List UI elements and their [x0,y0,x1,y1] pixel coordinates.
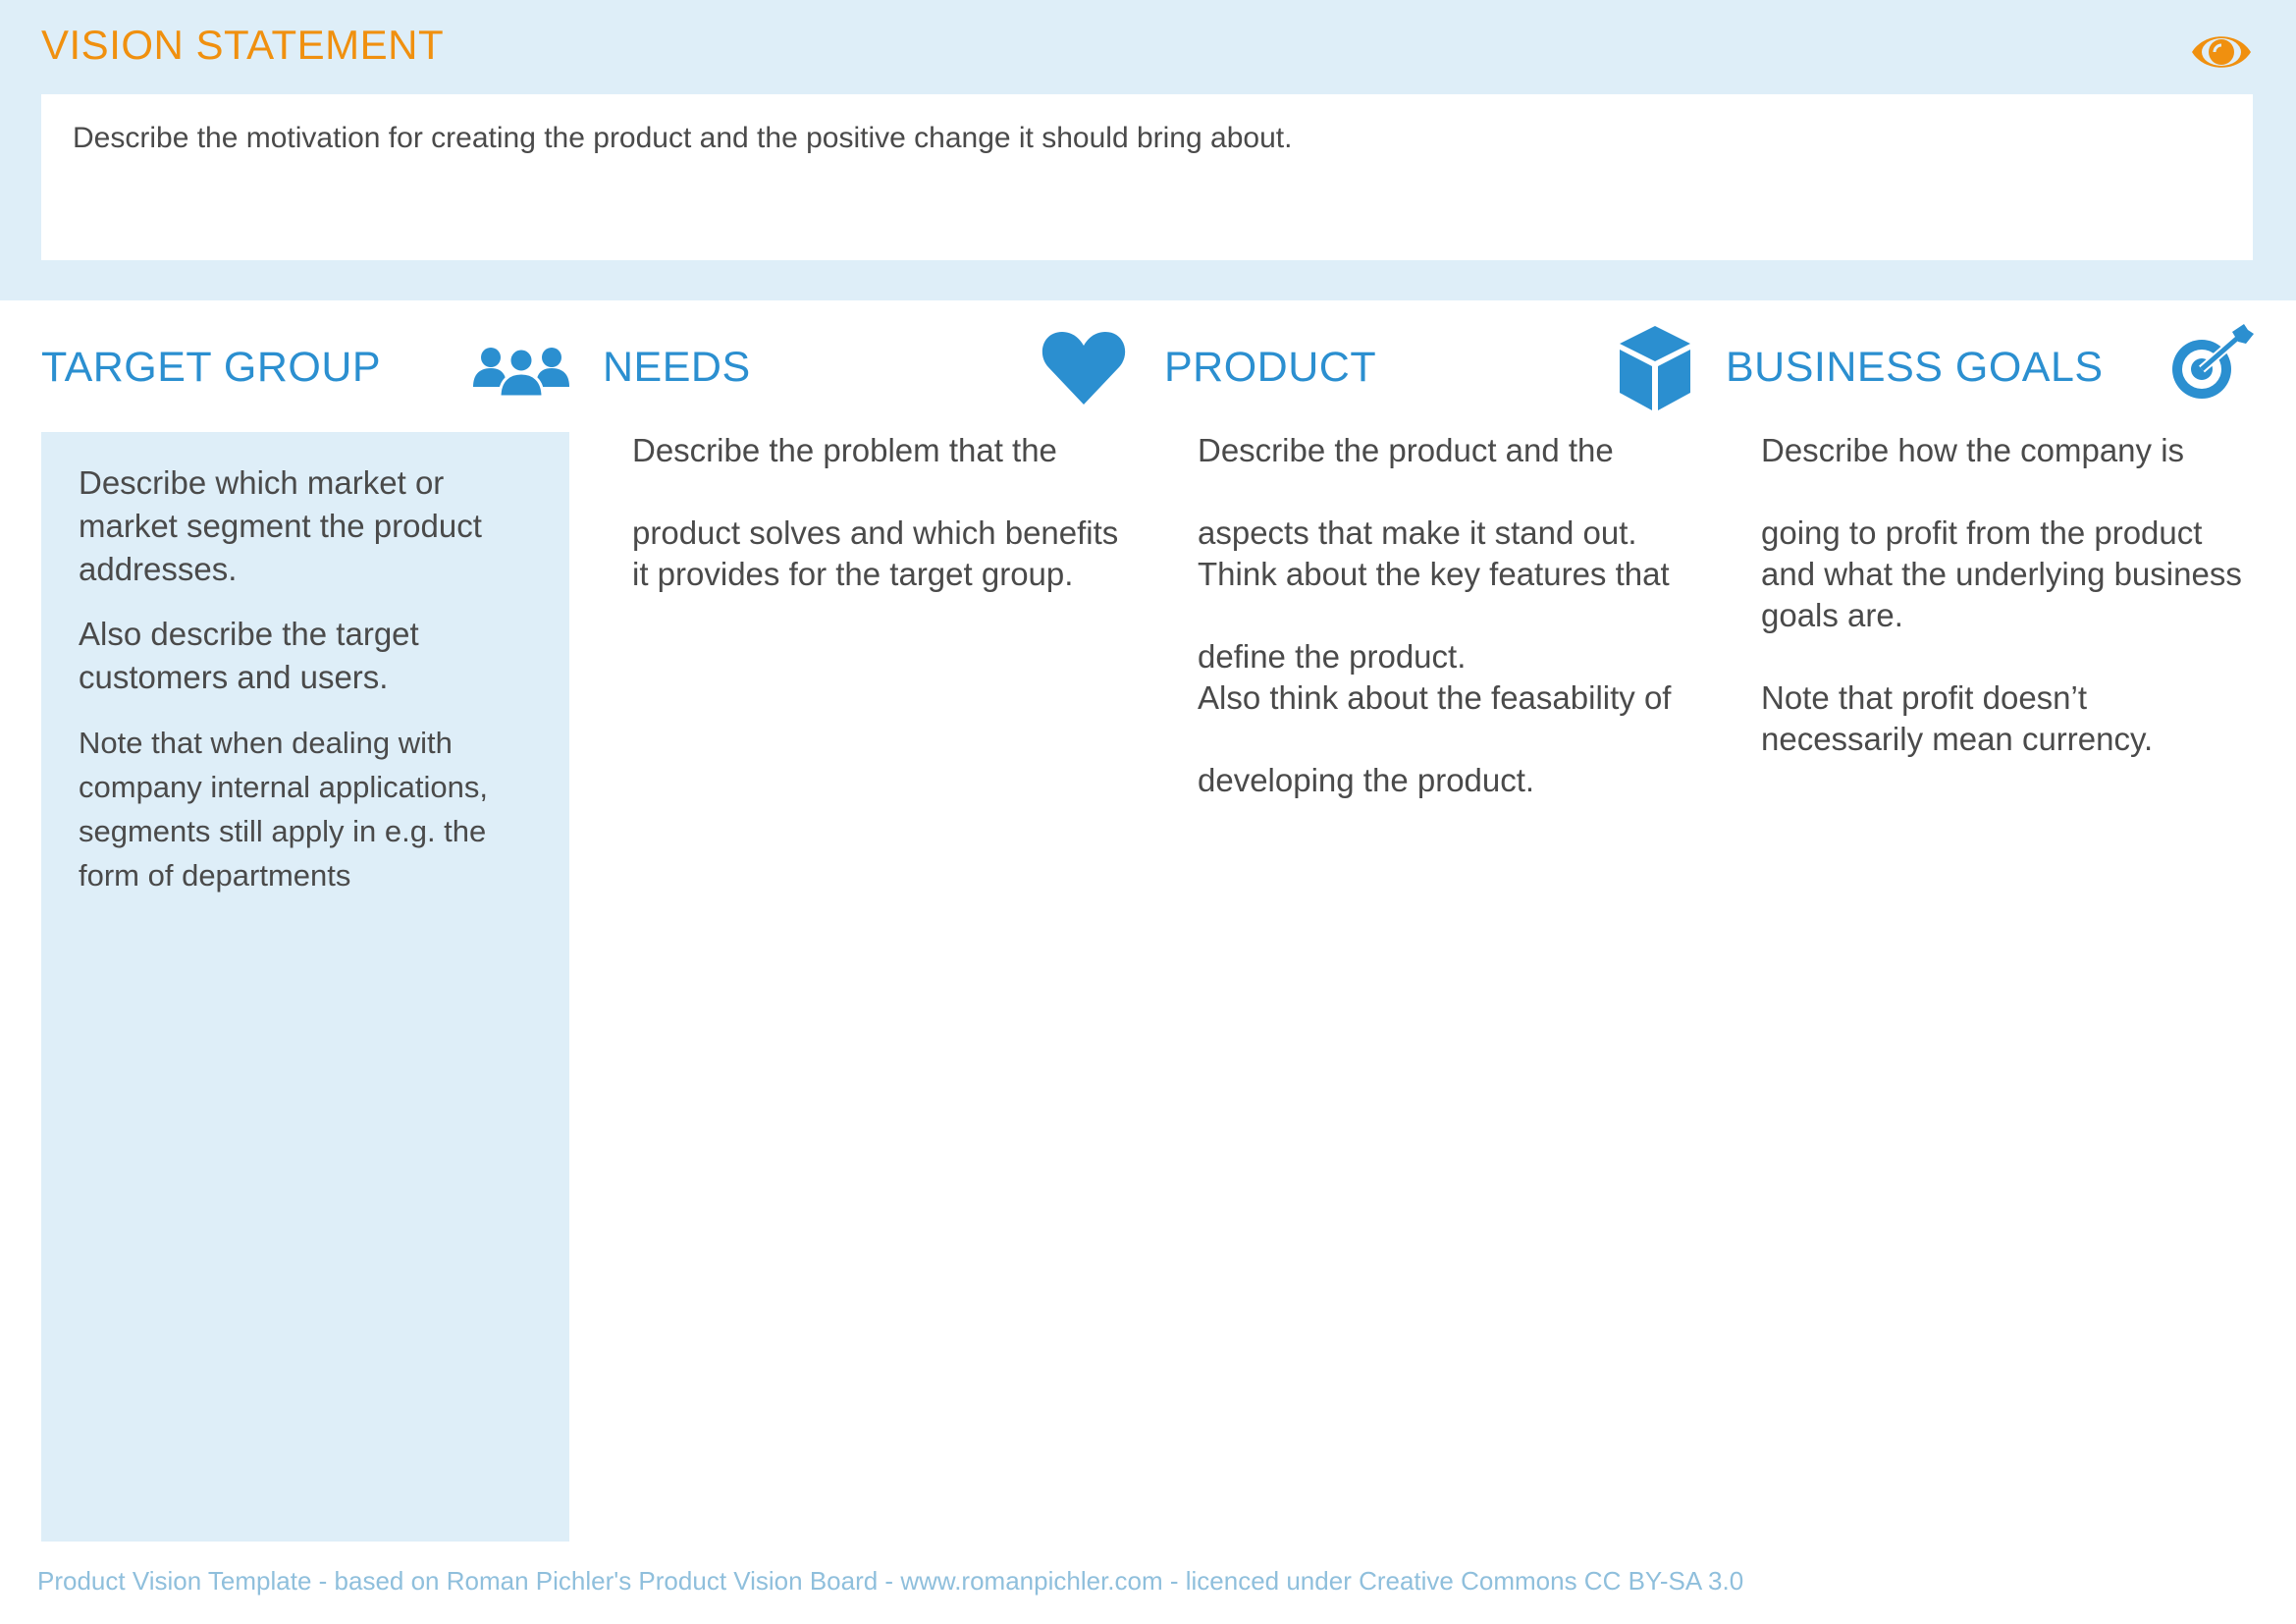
product-text-area[interactable] [1198,430,1708,801]
needs-title: NEEDS [603,344,751,391]
target-group-paragraph: Describe which market or market segment the product addresses. [79,464,482,587]
product-title: PRODUCT [1164,344,1377,391]
target-group-paragraph: Note that when dealing with company internal applications, segments still apply in e.g. the form of departments [79,726,489,893]
vision-statement-section [0,0,2296,300]
target-group-paragraph: Also describe the target customers and users. [79,616,419,695]
target-group-text [79,461,550,919]
business-goals-text-area[interactable] [1761,430,2271,760]
footer-credit: Product Vision Template - based on Roman Pichler's Product Vision Board - www.romanpichler.com - licenced under Creative Commons CC BY-SA 3.0 [37,1566,1744,1596]
target-group-panel[interactable] [41,432,569,1542]
eye-icon [2189,20,2254,84]
target-group-title: TARGET GROUP [41,344,382,391]
business-goals-title: BUSINESS GOALS [1726,344,2104,391]
product-text: Describe the product and the aspects that make it stand out. Think about the key features that define the product. Also think about the feasability of developing the product. [1198,432,1672,798]
vision-statement-box[interactable] [41,94,2253,260]
vision-statement-text: Describe the motivation for creating the product and the positive change it should bring about. [73,122,1293,154]
target-icon [2169,324,2254,403]
cube-icon [1618,324,1692,412]
users-icon [473,344,569,399]
business-goals-text: Describe how the company is going to profit from the product and what the underlying business goals are. Note that profit doesn’t necessarily mean currency. [1761,432,2242,757]
heart-icon [1041,328,1127,406]
needs-text: Describe the problem that the product solves and which benefits it provides for the target group. [632,432,1119,592]
vision-statement-title: VISION STATEMENT [41,22,445,68]
needs-text-area[interactable] [632,430,1143,595]
